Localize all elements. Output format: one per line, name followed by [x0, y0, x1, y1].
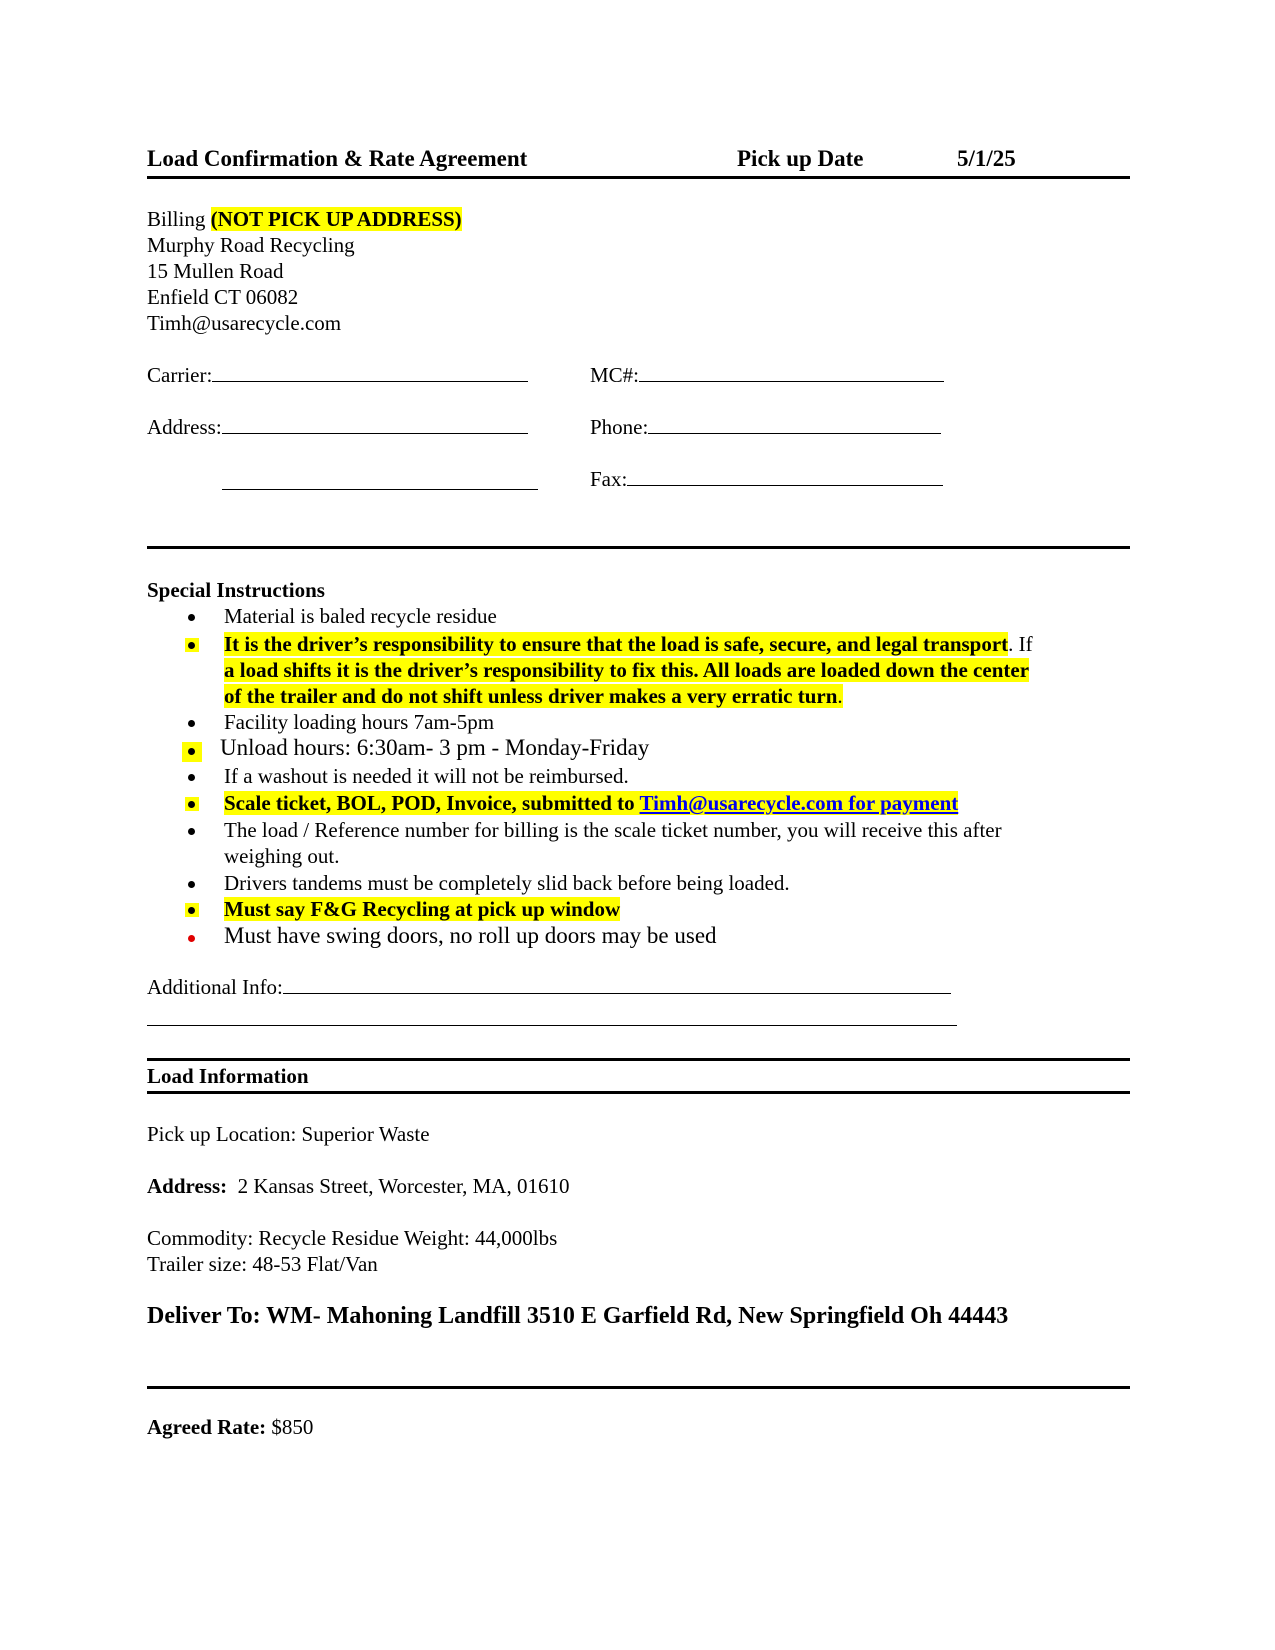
bullet-icon: [185, 638, 199, 652]
pickup-address-label: Address:: [147, 1174, 228, 1198]
billing-city: Enfield CT 06082: [147, 285, 299, 309]
bullet-icon: [182, 742, 202, 762]
commodity: Commodity: Recycle Residue Weight: 44,000lbs: [147, 1226, 558, 1250]
bullet-icon: [185, 903, 199, 917]
load-info-heading: Load Information: [147, 1064, 309, 1088]
payment-email-link[interactable]: Timh@usarecycle.com for payment: [639, 791, 959, 815]
additional-info-blank-2[interactable]: [147, 1003, 957, 1026]
instruction-item-cont: weighing out.: [224, 844, 340, 868]
section-rule: [147, 546, 1130, 549]
instruction-item-cont: of the trailer and do not shift unless driver makes a very erratic turn.: [224, 684, 843, 708]
trailer-size: Trailer size: 48-53 Flat/Van: [147, 1252, 378, 1276]
address-field[interactable]: [147, 415, 528, 440]
instruction-item: It is the driver’s responsibility to ensure that the load is safe, secure, and legal transport. If: [224, 632, 1033, 656]
carrier-label: Carrier:: [147, 363, 213, 387]
phone-blank[interactable]: [648, 433, 941, 434]
instruction-item: If a washout is needed it will not be reimbursed.: [224, 764, 629, 788]
bullet-icon: [185, 610, 199, 624]
pickup-address-value: 2 Kansas Street, Worcester, MA, 01610: [237, 1174, 570, 1198]
instruction-item: The load / Reference number for billing is the scale ticket number, you will receive this after: [224, 818, 1002, 842]
mc-label: MC#:: [590, 363, 640, 387]
billing-note: (NOT PICK UP ADDRESS): [210, 207, 462, 231]
load-info-bottom-rule: [147, 1091, 1130, 1094]
billing-email: Timh@usarecycle.com: [147, 311, 342, 335]
fax-field[interactable]: [590, 467, 943, 492]
billing-line: [147, 207, 462, 232]
billing-label: Billing: [147, 207, 206, 231]
carrier-field[interactable]: [147, 363, 528, 388]
instruction-item: Must have swing doors, no roll up doors may be used: [224, 923, 717, 948]
red-bullet-icon: [185, 931, 199, 945]
mc-blank[interactable]: [639, 381, 944, 382]
bullet-icon: [185, 824, 199, 838]
additional-info-label: Additional Info:: [147, 975, 283, 999]
agreed-rate: [147, 1415, 313, 1440]
address-line2-blank[interactable]: [222, 467, 538, 490]
deliver-to: Deliver To: WM- Mahoning Landfill 3510 E Garfield Rd, New Springfield Oh 44443: [147, 1303, 1009, 1329]
address-blank[interactable]: [222, 433, 528, 434]
instruction-item: Drivers tandems must be completely slid back before being loaded.: [224, 871, 790, 895]
instruction-item: Scale ticket, BOL, POD, Invoice, submitted to Timh@usarecycle.com for payment: [224, 791, 959, 815]
rate-rule: [147, 1386, 1130, 1389]
instruction-item-cont: a load shifts it is the driver’s responsibility to fix this. All loads are loaded down the center: [224, 658, 1030, 682]
instruction-item: Must say F&G Recycling at pick up window: [224, 897, 621, 921]
pickup-date-value: 5/1/25: [957, 146, 1016, 171]
header-rule: [147, 176, 1130, 179]
fax-blank[interactable]: [627, 485, 943, 486]
fax-label: Fax:: [590, 467, 628, 491]
instruction-item: Facility loading hours 7am-5pm: [224, 710, 495, 734]
additional-info-blank[interactable]: [283, 993, 951, 994]
bullet-icon: [185, 770, 199, 784]
additional-info-field[interactable]: [147, 975, 951, 1000]
pickup-location: Pick up Location: Superior Waste: [147, 1122, 430, 1146]
mc-field[interactable]: [590, 363, 944, 388]
instruction-item: Unload hours: 6:30am- 3 pm - Monday-Friday: [220, 735, 650, 760]
bullet-icon: [185, 877, 199, 891]
agreed-rate-value: $850: [271, 1415, 314, 1439]
instruction-item: Material is baled recycle residue: [224, 604, 497, 628]
billing-street: 15 Mullen Road: [147, 259, 284, 283]
document-title: Load Confirmation & Rate Agreement: [147, 146, 528, 171]
pickup-date-label: Pick up Date: [737, 146, 864, 171]
pickup-address: [147, 1174, 569, 1199]
agreed-rate-label: Agreed Rate:: [147, 1415, 267, 1439]
bullet-icon: [185, 716, 199, 730]
phone-label: Phone:: [590, 415, 649, 439]
address-line2-field[interactable]: [222, 467, 538, 496]
address-label: Address:: [147, 415, 222, 439]
carrier-blank[interactable]: [212, 381, 528, 382]
additional-info-line2[interactable]: [147, 1003, 957, 1032]
billing-company: Murphy Road Recycling: [147, 233, 355, 257]
load-info-top-rule: [147, 1058, 1130, 1061]
phone-field[interactable]: [590, 415, 941, 440]
bullet-icon: [185, 797, 199, 811]
special-instructions-heading: Special Instructions: [147, 578, 325, 602]
